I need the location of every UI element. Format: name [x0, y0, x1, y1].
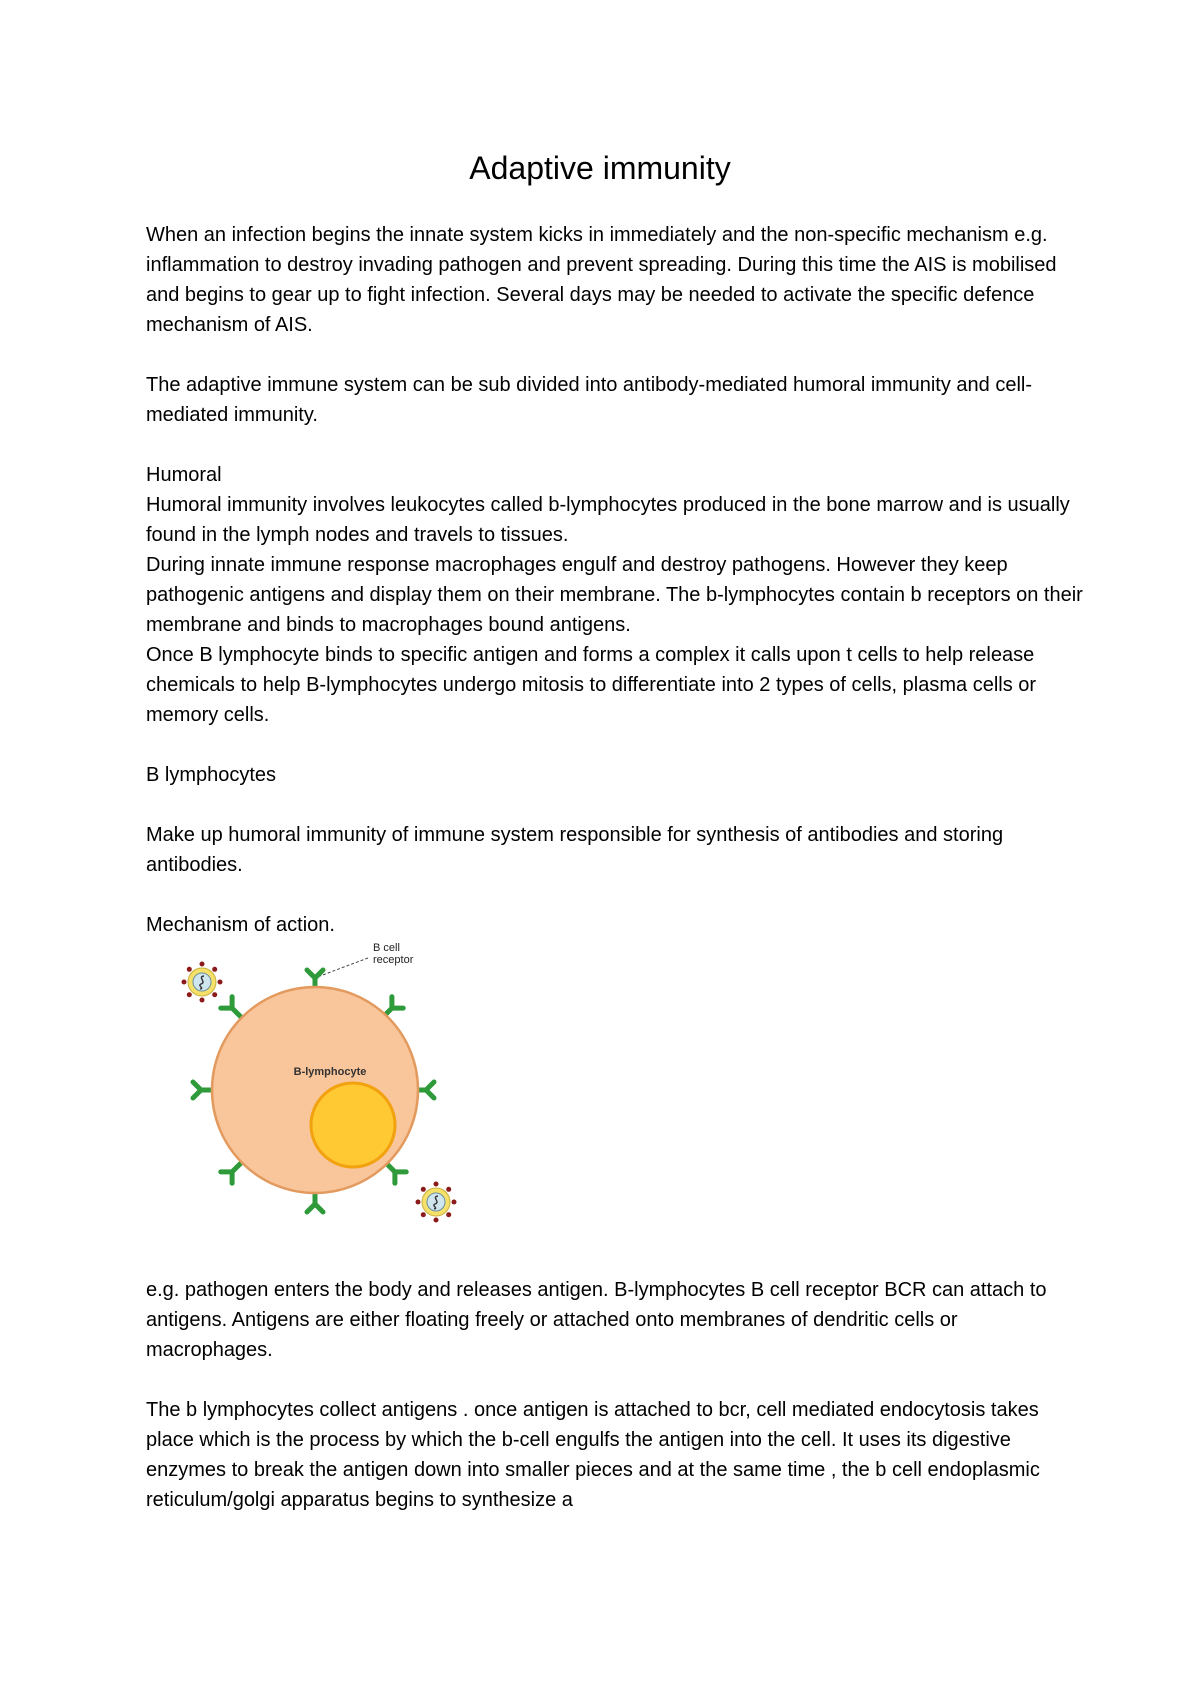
heading-humoral: Humoral: [146, 464, 222, 486]
receptor-label: B cell receptor: [373, 942, 414, 966]
b-lymphocyte-diagram: [160, 940, 490, 1250]
page-title: Adaptive immunity: [469, 150, 731, 186]
paragraph-humoral-1: Humoral immunity involves leukocytes called b-lymphocytes produced in the bone marrow and is usually found in the lymph nodes and travels to tissues.: [146, 494, 1070, 546]
paragraph-humoral-2: During innate immune response macrophages engulf and destroy pathogens. However they keep pathogenic antigens and display them on their membrane. The b-lymphocytes contain b receptors on their membrane and binds to macrophages bound antigens.: [146, 554, 1083, 636]
cell-nucleus: [311, 1083, 395, 1167]
pathogen-icon: [182, 962, 223, 1003]
pathogen-icon: [416, 1182, 457, 1223]
paragraph-mechanism-1: e.g. pathogen enters the body and releases antigen. B-lymphocytes B cell receptor BCR can attach to antigens. Antigens are either floating freely or attached onto membranes of dendritic cells or macrophages.: [146, 1279, 1047, 1361]
spacer: [146, 730, 1086, 760]
spacer: [146, 1365, 1086, 1395]
document-body: [146, 220, 1086, 1515]
spacer: [146, 430, 1086, 460]
paragraph-subdivision: The adaptive immune system can be sub divided into antibody-mediated humoral immunity and cell-mediated immunity.: [146, 374, 1033, 426]
spacer: [146, 880, 1086, 910]
heading-b-lymphocytes: B lymphocytes: [146, 764, 277, 786]
heading-mechanism: Mechanism of action.: [146, 914, 335, 936]
spacer: [146, 340, 1086, 370]
spacer: [146, 790, 1086, 820]
cell-label: B-lymphocyte: [293, 1066, 367, 1078]
paragraph-b-lymphocytes: Make up humoral immunity of immune system responsible for synthesis of antibodies and storing antibodies.: [146, 824, 1004, 876]
paragraph-humoral-3: Once B lymphocyte binds to specific antigen and forms a complex it calls upon t cells to help release chemicals to help B-lymphocytes undergo mitosis to differentiate into 2 types of cells, plasma cells or memory cells.: [146, 644, 1037, 726]
paragraph-mechanism-2: The b lymphocytes collect antigens . once antigen is attached to bcr, cell mediated endocytosis takes place which is the process by which the b-cell engulfs the antigen into the cell. It uses its digestive enzymes to break the antigen down into smaller pieces and at the same time , the b cell endoplasmic reticulum/golgi apparatus begins to synthesize a: [146, 1399, 1040, 1511]
paragraph-intro: When an infection begins the innate system kicks in immediately and the non-specific mechanism e.g. inflammation to destroy invading pathogen and prevent spreading. During this time the AIS is mobilised and begins to gear up to fight infection. Several days may be needed to activate the specific defence mechanism of AIS.: [146, 224, 1057, 336]
receptor-pointer-line: [320, 958, 368, 976]
b-lymphocyte-illustration: [160, 940, 490, 1250]
b-lymphocyte-cell-body: [212, 987, 418, 1193]
